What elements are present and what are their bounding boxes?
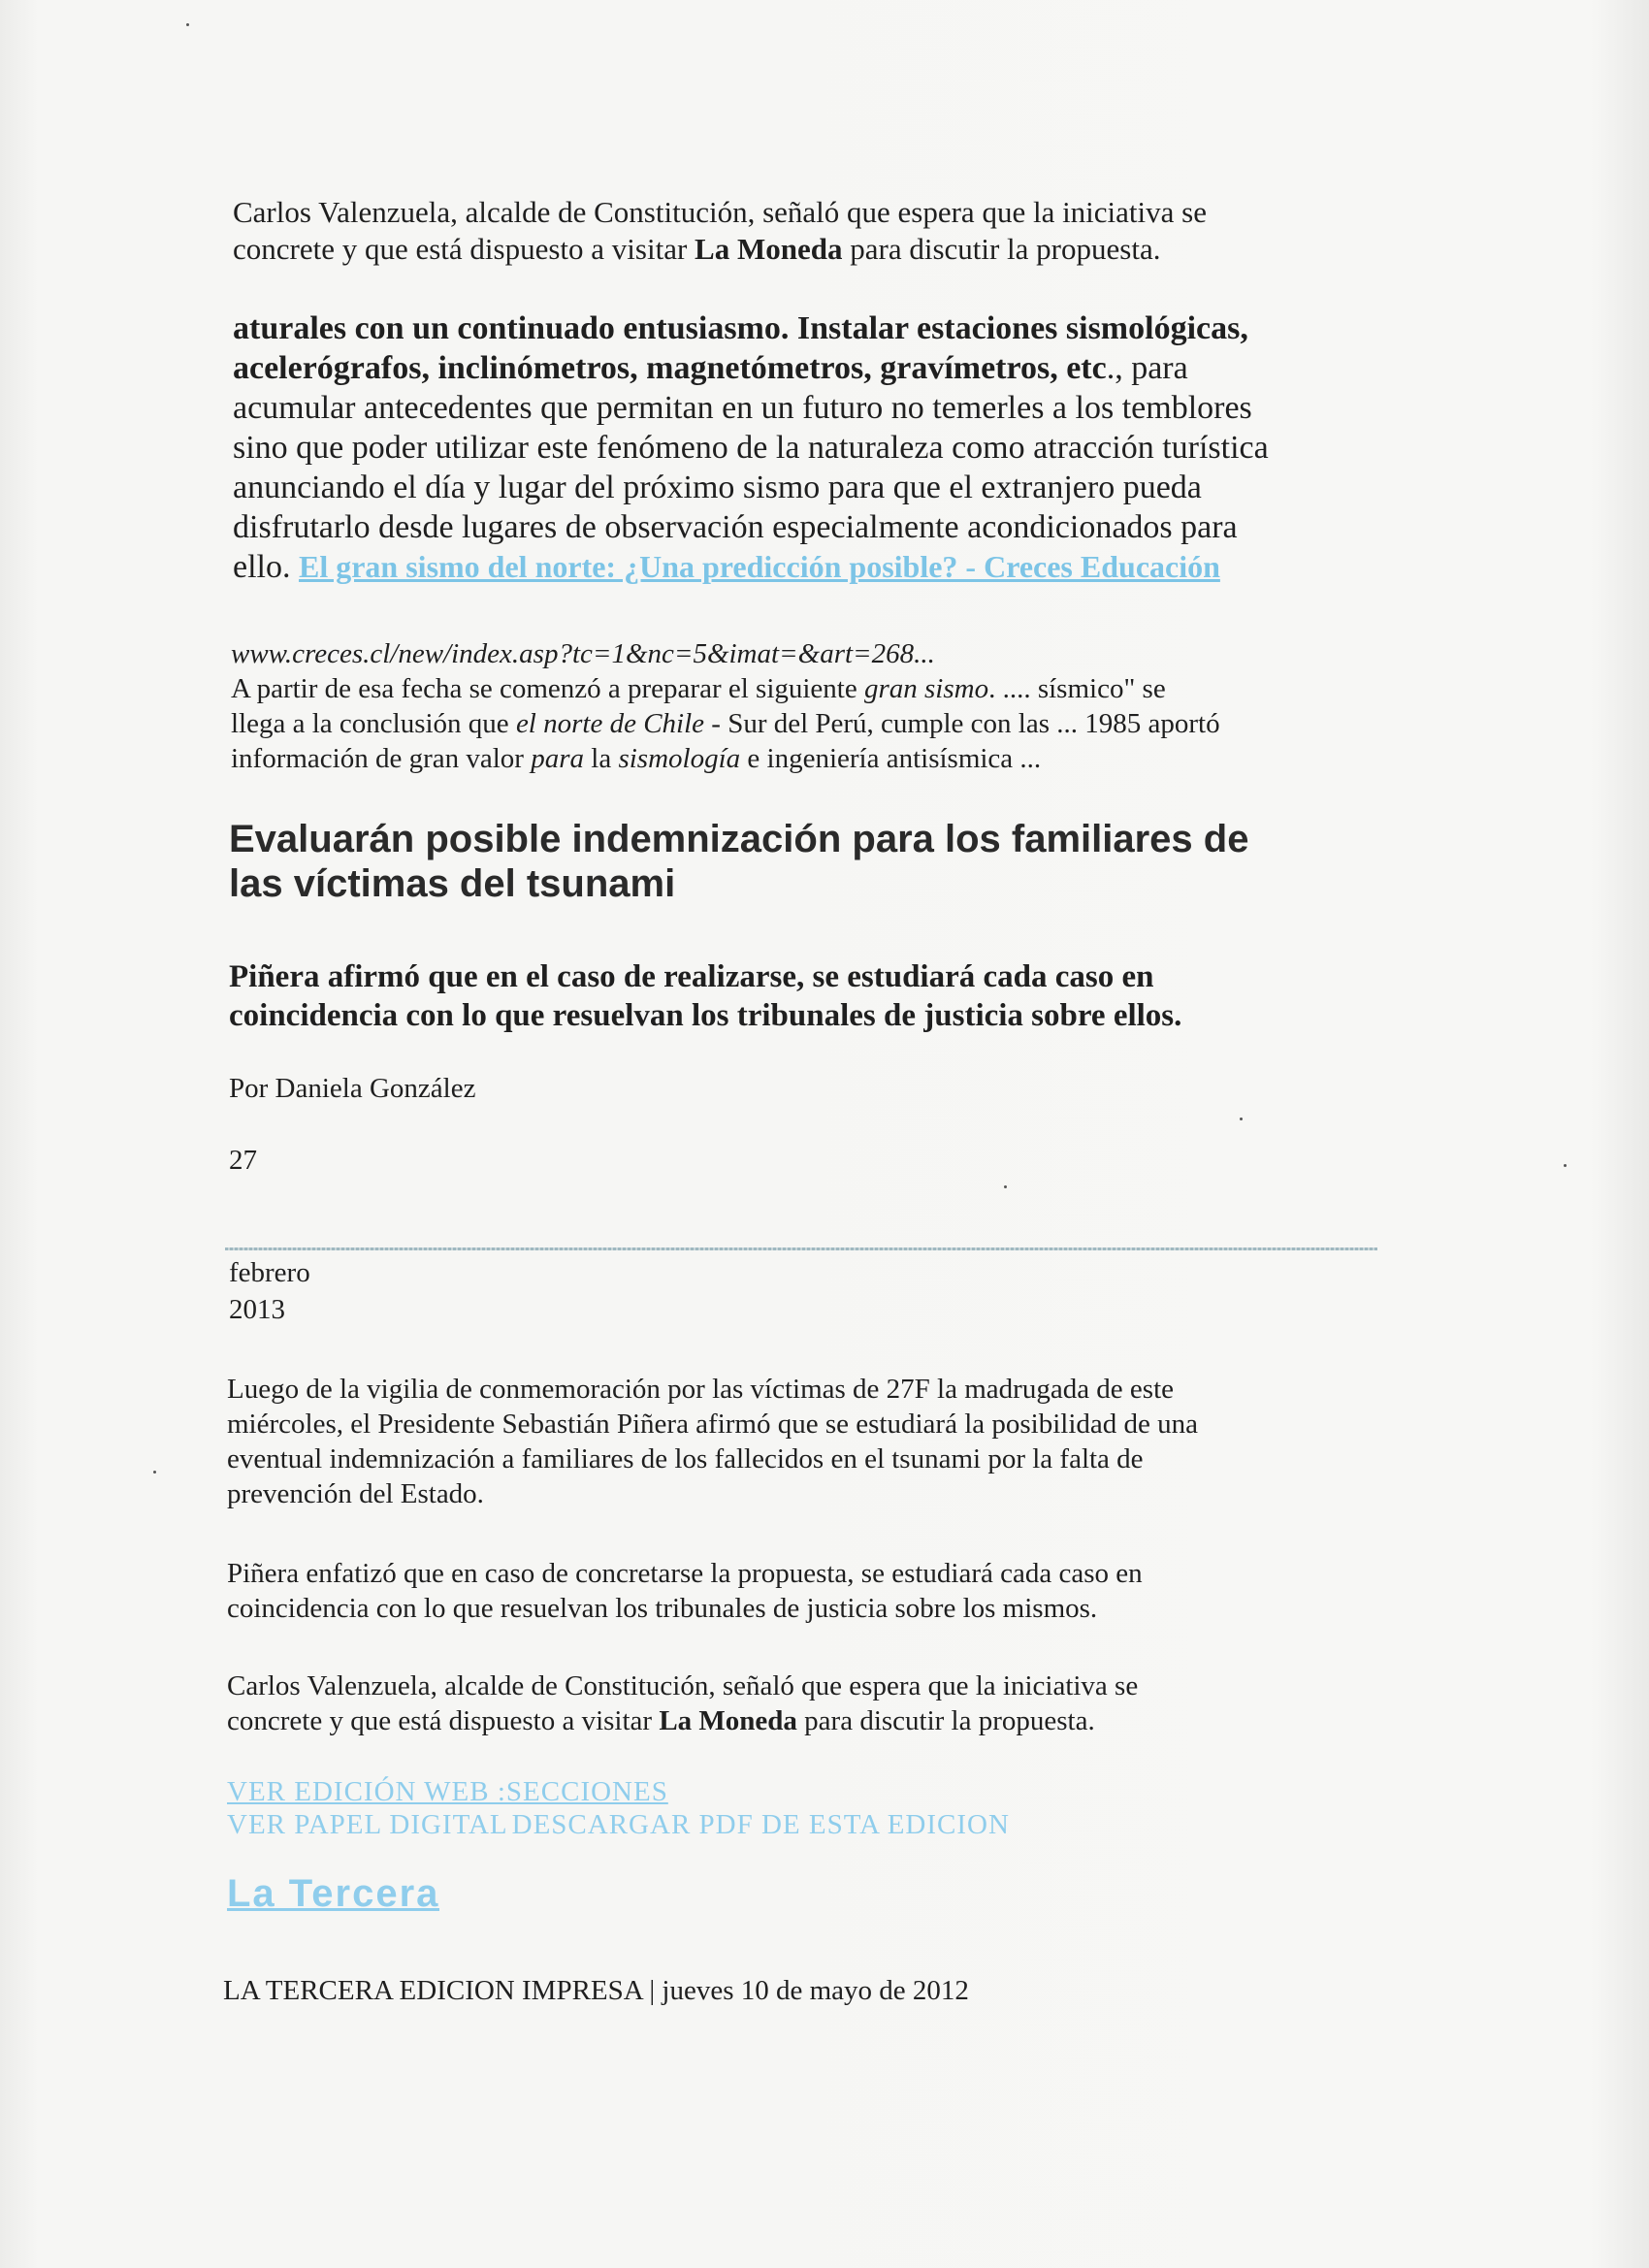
snippet-paragraph	[233, 308, 1416, 587]
body-line: Carlos Valenzuela, alcalde de Constitución, señaló que espera que la iniciativa se	[227, 1670, 1139, 1701]
result-text: información de gran valor	[231, 743, 532, 774]
edition-links	[227, 1775, 1391, 1835]
headline-line-1: Evaluarán posible indemnización para los familiares de	[229, 818, 1249, 860]
snippet-line-7	[233, 547, 1416, 587]
article-subhead	[229, 957, 1412, 1035]
result-text: la	[584, 743, 619, 774]
result-text: llega a la conclusión que	[231, 708, 516, 739]
intro-text-end: para discutir la propuesta.	[842, 232, 1161, 266]
snippet-line-4: sino que poder utilizar este fenómeno de la naturaleza como atracción turística	[233, 430, 1269, 466]
body-line: prevención del Estado.	[227, 1478, 484, 1509]
scan-speck	[1240, 1118, 1243, 1120]
subhead-line-2: coincidencia con lo que resuelvan los tribunales de justicia sobre ellos.	[229, 998, 1182, 1033]
body-line: Luego de la vigilia de conmemoración por las víctimas de 27F la madrugada de este	[227, 1374, 1175, 1405]
result-line-2	[231, 706, 1395, 741]
snippet-line-2-end: ., para	[1106, 350, 1188, 386]
body-paragraph-2	[227, 1556, 1410, 1626]
result-text: A partir de esa fecha se comenzó a preparar el siguiente	[231, 673, 864, 704]
date-month: febrero	[229, 1257, 310, 1288]
result-text: e ingeniería antisísmica ...	[740, 743, 1042, 774]
body-line: miércoles, el Presidente Sebastián Piñera afirmó que se estudiará la posibilidad de una	[227, 1409, 1198, 1440]
divider-line	[225, 1247, 1377, 1250]
creces-link[interactable]: El gran sismo del norte: ¿Una predicción posible? - Creces Educación	[298, 549, 1220, 584]
la-moneda-bold: La Moneda	[695, 232, 843, 266]
body-line	[227, 1703, 1410, 1738]
scan-speck	[153, 1471, 156, 1474]
scan-speck	[1004, 1185, 1007, 1188]
scan-speck	[1564, 1164, 1567, 1167]
intro-line-1: Carlos Valenzuela, alcalde de Constitución, señaló que espera que la iniciativa se	[233, 195, 1207, 229]
result-url: www.creces.cl/new/index.asp?tc=1&nc=5&imat=&art=268...	[231, 638, 935, 669]
result-line-1	[231, 671, 1395, 706]
headline-line-2: las víctimas del tsunami	[229, 862, 676, 905]
snippet-line-6: disfrutarlo desde lugares de observación especialmente acondicionados para	[233, 509, 1238, 545]
date-day: 27	[229, 1145, 257, 1176]
snippet-line-5: anunciando el día y lugar del próximo sismo para que el extranjero pueda	[233, 470, 1202, 505]
snippet-line-3: acumular antecedentes que permitan en un futuro no temerles a los temblores	[233, 390, 1252, 426]
body-line: coincidencia con lo que resuelvan los tribunales de justicia sobre los mismos.	[227, 1593, 1098, 1624]
result-line-3	[231, 741, 1395, 776]
digital-paper-link[interactable]: VER PAPEL DIGITAL	[227, 1809, 508, 1835]
body-line: Piñera enfatizó que en caso de concretarse la propuesta, se estudiará cada caso en	[227, 1558, 1143, 1589]
body-text: para discutir la propuesta.	[796, 1705, 1095, 1736]
intro-text: concrete y que está dispuesto a visitar	[233, 232, 695, 266]
scan-speck	[186, 23, 189, 26]
body-paragraph-1	[227, 1372, 1410, 1511]
result-italic: sismología	[618, 743, 741, 774]
subhead-line-1: Piñera afirmó que en el caso de realizarse, se estudiará cada caso en	[229, 959, 1154, 994]
byline: Por Daniela González	[229, 1073, 476, 1104]
result-text: . .... sísmico" se	[988, 673, 1166, 704]
snippet-line-2	[233, 348, 1416, 388]
la-moneda-bold: La Moneda	[659, 1705, 797, 1736]
web-edition-link[interactable]: VER EDICIÓN WEB :SECCIONES	[227, 1776, 668, 1807]
brand-logo[interactable]	[227, 1872, 439, 1911]
result-italic: el norte de Chile	[515, 708, 705, 739]
result-italic: gran sismo	[863, 673, 989, 704]
intro-line-2	[233, 231, 1397, 268]
la-tercera-link[interactable]: La Tercera	[227, 1872, 440, 1911]
body-paragraph-3	[227, 1669, 1410, 1738]
article-headline	[229, 817, 1412, 906]
footer-edition: LA TERCERA EDICION IMPRESA | jueves 10 de mayo de 2012	[223, 1975, 969, 2006]
snippet-ello: ello.	[233, 549, 299, 585]
snippet-bold-line-2: acelerógrafos, inclinómetros, magnetómetros, gravímetros, etc	[233, 350, 1107, 386]
date-year: 2013	[229, 1294, 285, 1325]
download-pdf-link[interactable]: DESCARGAR PDF DE ESTA EDICION	[511, 1809, 1010, 1835]
body-line: eventual indemnización a familiares de los fallecidos en el tsunami por la falta de	[227, 1443, 1144, 1474]
search-result	[231, 636, 1395, 776]
body-text: concrete y que está dispuesto a visitar	[227, 1705, 660, 1736]
result-italic: para	[531, 743, 585, 774]
result-text: - Sur del Perú, cumple con las ... 1985 aportó	[704, 708, 1220, 739]
intro-paragraph	[233, 194, 1397, 268]
snippet-bold-line-1: aturales con un continuado entusiasmo. Instalar estaciones sismológicas,	[233, 310, 1248, 346]
